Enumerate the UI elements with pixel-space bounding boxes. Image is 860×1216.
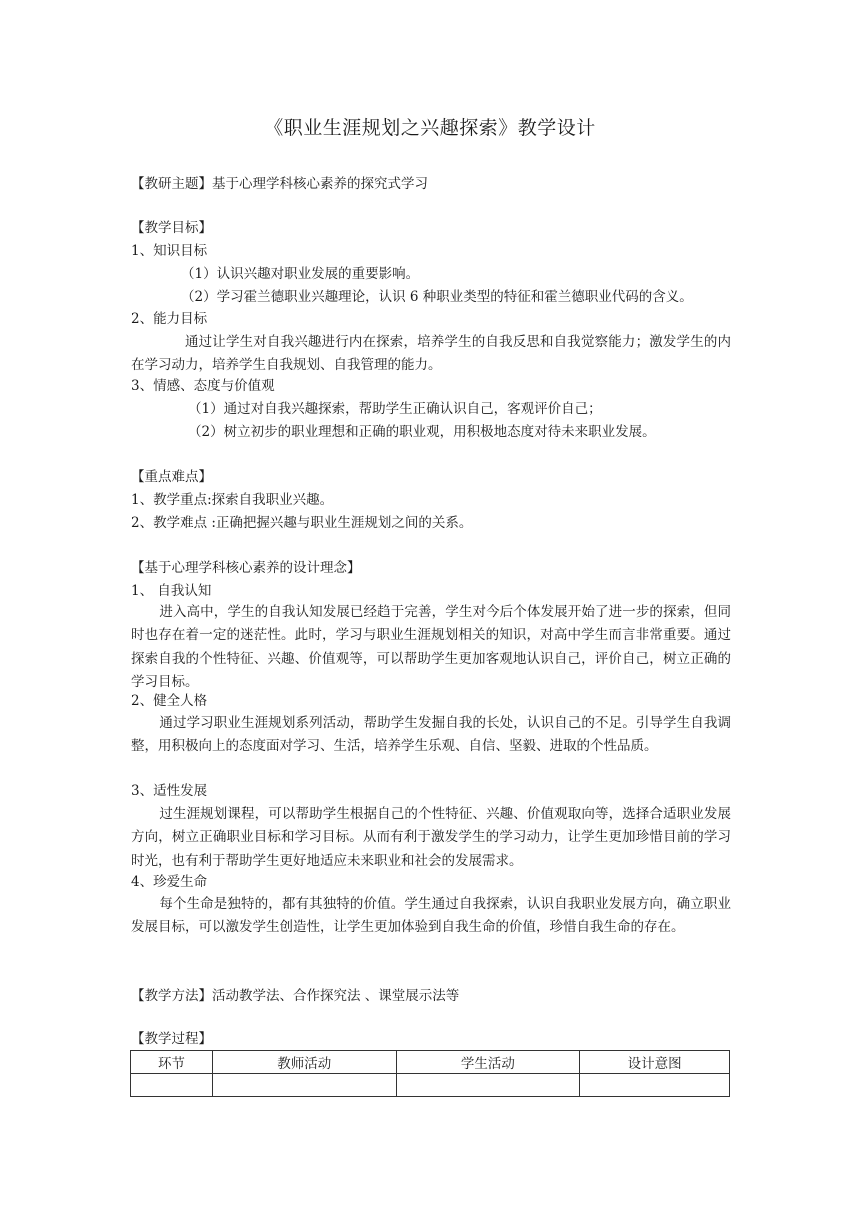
- research-theme: 【教研主题】基于心理学科核心素养的探究式学习: [131, 176, 428, 192]
- table-cell: [580, 1074, 730, 1097]
- key-point-item: 2、教学难点 :正确把握兴趣与职业生涯规划之间的关系。: [131, 515, 473, 531]
- methods-line: 【教学方法】活动教学法、合作探究法 、课堂展示法等: [131, 988, 460, 1004]
- concept-section-text: 通过学习职业生涯规划系列活动，帮助学生发掘自我的长处，认识自己的不足。引导学生自我调整，用积极向上的态度面对学习、生活，培养学生乐观、自信、坚毅、进取的个性品质。: [131, 715, 731, 755]
- emotion-goal-item: （2）树立初步的职业理想和正确的职业观，用积极地态度对待未来职业发展。: [188, 424, 656, 440]
- goals-heading: 【教学目标】: [131, 220, 212, 236]
- knowledge-goal-item: （2）学习霍兰德职业兴趣理论，认识 6 种职业类型的特征和霍兰德职业代码的含义。: [181, 289, 693, 305]
- table-cell: [212, 1074, 396, 1097]
- concept-section-label: 1、 自我认知: [131, 583, 212, 599]
- document-title: 《职业生涯规划之兴趣探索》教学设计: [264, 117, 596, 139]
- process-heading: 【教学过程】: [131, 1031, 212, 1047]
- column-header: 环节: [131, 1051, 213, 1074]
- column-header: 学生活动: [396, 1051, 580, 1074]
- concept-section-label: 2、健全人格: [131, 693, 208, 709]
- emotion-goal-label: 3、情感、态度与价值观: [131, 378, 275, 394]
- column-header: 设计意图: [580, 1051, 730, 1074]
- concept-section-text: 每个生命是独特的，都有其独特的价值。学生通过自我探索，认识自我职业发展方向，确立职业发展目标，可以激发学生创造性，让学生更加体验到自我生命的价值，珍惜自我生命的存在。: [131, 896, 731, 936]
- knowledge-goal-item: （1）认识兴趣对职业发展的重要影响。: [181, 266, 420, 282]
- concept-section-label: 3、适性发展: [131, 783, 208, 799]
- table-cell: [396, 1074, 580, 1097]
- key-points-heading: 【重点难点】: [131, 469, 212, 485]
- key-point-item: 1、教学重点:探索自我职业兴趣。: [131, 492, 334, 508]
- column-header: 教师活动: [212, 1051, 396, 1074]
- ability-goal-label: 2、能力目标: [131, 311, 208, 327]
- table-header-row: [131, 1051, 730, 1074]
- table-cell: [131, 1074, 213, 1097]
- ability-goal-text: 通过让学生对自我兴趣进行内在探索，培养学生的自我反思和自我觉察能力；激发学生的内在学习动力，培养学生自我规划、自我管理的能力。: [131, 334, 731, 374]
- process-table: [130, 1050, 730, 1097]
- concept-section-text: 进入高中，学生的自我认知发展已经趋于完善，学生对今后个体发展开始了进一步的探索，但同时也存在着一定的迷茫性。此时，学习与职业生涯规划相关的知识，对高中学生而言非常重要。通过探索自我的个性特征、兴趣、价值观等，可以帮助学生更加客观地认识自己，评价自己，树立正确的学习目标。: [131, 604, 731, 691]
- emotion-goal-item: （1）通过对自我兴趣探索，帮助学生正确认识自己，客观评价自己；: [188, 401, 602, 417]
- knowledge-goal-label: 1、知识目标: [131, 243, 208, 259]
- concept-section-label: 4、珍爱生命: [131, 874, 208, 890]
- concept-section-text: 过生涯规划课程，可以帮助学生根据自己的个性特征、兴趣、价值观取向等，选择合适职业发展方向，树立正确职业目标和学习目标。从而有利于激发学生的学习动力，让学生更加珍惜目前的学习时光，也有利于帮助学生更好地适应未来职业和社会的发展需求。: [131, 806, 731, 869]
- table-row: [131, 1074, 730, 1097]
- concept-heading: 【基于心理学科核心素养的设计理念】: [131, 560, 361, 576]
